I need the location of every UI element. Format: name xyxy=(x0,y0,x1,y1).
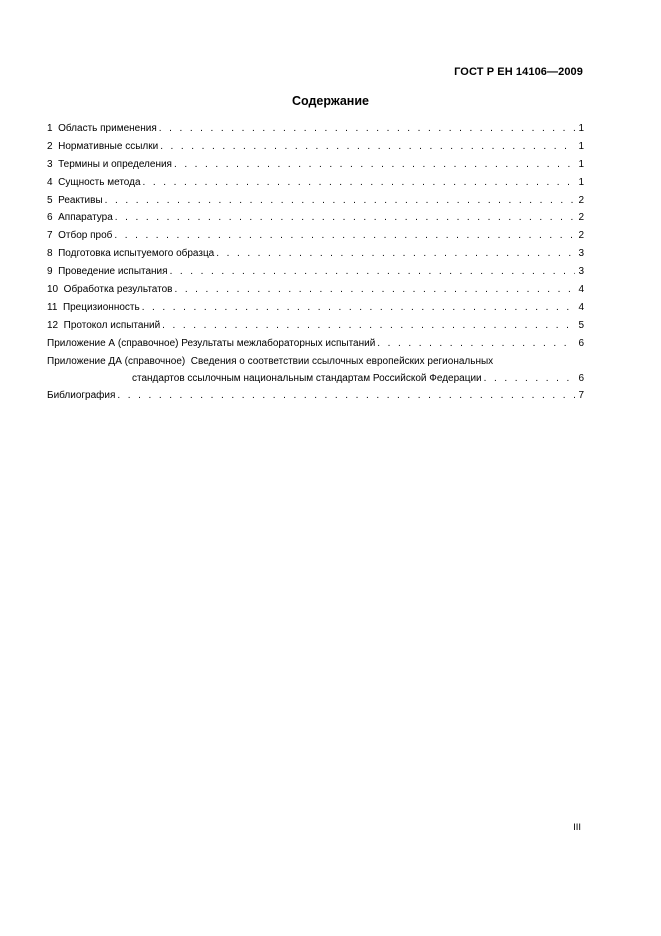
toc-entry-label: 10 Обработка результатов xyxy=(47,284,173,296)
toc-entry-9[interactable] xyxy=(47,263,584,281)
toc-entry-label-continued: стандартов ссылочным национальным стандартам Российской Федерации xyxy=(132,372,482,384)
toc-entry-page: 1 xyxy=(578,158,584,170)
toc-entry-label: 7 Отбор проб xyxy=(47,230,113,242)
toc-entry-label: 11 Прецизионность xyxy=(47,301,140,313)
toc-entry-page: 2 xyxy=(578,230,584,242)
toc-dot-leader xyxy=(162,317,575,335)
toc-entry-label: 3 Термины и определения xyxy=(47,158,172,170)
toc-entry-label: 2 Нормативные ссылки xyxy=(47,140,159,152)
toc-entry-page: 2 xyxy=(578,194,584,206)
toc-entry-11[interactable] xyxy=(47,299,584,317)
toc-entry-appendix-da[interactable] xyxy=(47,353,584,370)
toc-entry-page: 1 xyxy=(578,123,584,134)
toc-dot-leader xyxy=(114,227,575,245)
toc-dot-leader xyxy=(115,209,575,227)
toc-entry-page: 6 xyxy=(578,372,584,384)
toc-entry-bibliography[interactable] xyxy=(47,387,584,405)
toc-dot-leader xyxy=(160,138,575,156)
toc-entry-appendix-a[interactable] xyxy=(47,335,584,353)
toc-dot-leader xyxy=(174,156,575,174)
toc-entry-label: Приложение ДА (справочное) Сведения о соответствии ссылочных европейских региональных xyxy=(47,355,494,367)
page-number: III xyxy=(573,822,581,833)
toc-dot-leader xyxy=(117,387,575,405)
toc-entry-6[interactable] xyxy=(47,209,584,227)
toc-entry-page: 1 xyxy=(578,176,584,188)
toc-entry-page: 2 xyxy=(578,212,584,224)
toc-entry-label: 8 Подготовка испытуемого образца xyxy=(47,248,215,260)
toc-entry-page: 3 xyxy=(578,266,584,278)
toc-dot-leader xyxy=(143,174,575,192)
page-title: Содержание xyxy=(291,94,369,108)
toc-entry-page: 7 xyxy=(578,390,584,402)
toc-entry-label: 5 Реактивы xyxy=(47,194,103,206)
document-code: ГОСТ Р ЕН 14106—2009 xyxy=(454,66,583,78)
toc-dot-leader xyxy=(105,192,575,210)
toc-entry-appendix-da-continued[interactable] xyxy=(47,370,584,388)
toc-entry-1[interactable] xyxy=(47,120,584,138)
toc-entry-7[interactable] xyxy=(47,227,584,245)
toc-entry-label: Библиография xyxy=(47,390,116,402)
toc-dot-leader xyxy=(159,120,575,138)
toc-dot-leader xyxy=(174,281,575,299)
table-of-contents xyxy=(47,120,584,405)
toc-entry-10[interactable] xyxy=(47,281,584,299)
toc-entry-page: 1 xyxy=(578,140,584,152)
toc-entry-2[interactable] xyxy=(47,138,584,156)
toc-entry-page: 4 xyxy=(578,284,584,296)
toc-entry-page: 6 xyxy=(578,337,584,349)
toc-dot-leader xyxy=(216,245,575,263)
toc-entry-12[interactable] xyxy=(47,317,584,335)
toc-entry-label: Приложение А (справочное) Результаты межлабораторных испытаний xyxy=(47,337,376,349)
toc-entry-3[interactable] xyxy=(47,156,584,174)
toc-entry-8[interactable] xyxy=(47,245,584,263)
toc-entry-page: 4 xyxy=(578,301,584,313)
toc-dot-leader xyxy=(377,335,575,353)
toc-entry-page: 5 xyxy=(578,319,584,331)
toc-entry-label: 9 Проведение испытания xyxy=(47,266,168,278)
toc-dot-leader xyxy=(170,263,575,281)
toc-entry-4[interactable] xyxy=(47,174,584,192)
toc-entry-page: 3 xyxy=(578,248,584,260)
toc-entry-label: 6 Аппаратура xyxy=(47,212,113,224)
toc-entry-label: 12 Протокол испытаний xyxy=(47,319,161,331)
toc-entry-label: 1 Область применения xyxy=(47,123,157,134)
toc-entry-5[interactable] xyxy=(47,192,584,210)
toc-dot-leader xyxy=(484,370,575,388)
toc-entry-label: 4 Сущность метода xyxy=(47,176,141,188)
toc-dot-leader xyxy=(142,299,575,317)
